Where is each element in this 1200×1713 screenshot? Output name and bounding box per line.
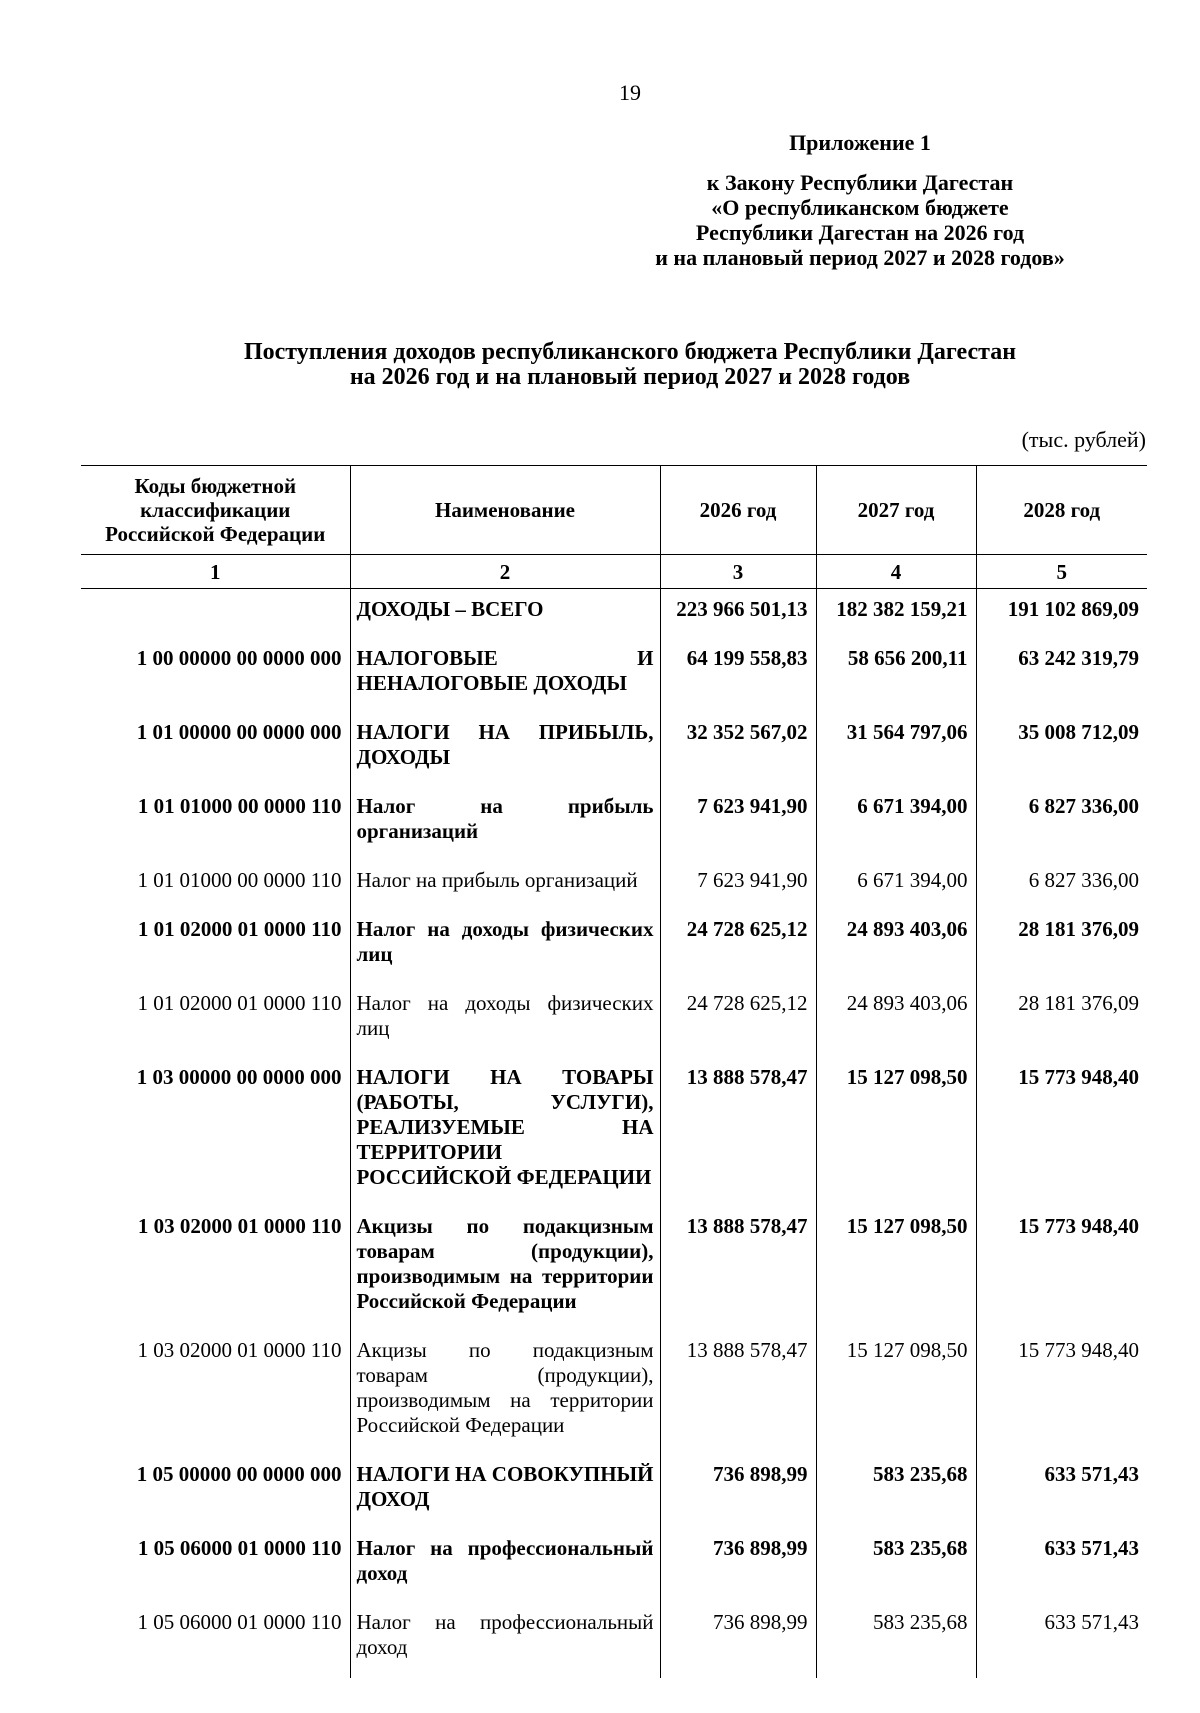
cell-2027: 24 893 403,06 [816,911,976,985]
table-row [81,1604,1147,1678]
table-header-row [81,466,1147,555]
cell-name: ДОХОДЫ – ВСЕГО [350,589,660,641]
table-row [81,589,1147,641]
column-number-row [81,555,1147,589]
cell-name: Налог на профессиональный доход [350,1530,660,1604]
cell-2028: 35 008 712,09 [976,714,1147,788]
cell-2026: 736 898,99 [660,1530,816,1604]
table-row [81,1456,1147,1530]
cell-2026: 13 888 578,47 [660,1208,816,1332]
cell-code: 1 03 02000 01 0000 110 [137,1214,342,1238]
cell-2028: 633 571,43 [976,1604,1147,1678]
cell-code: 1 01 01000 00 0000 110 [137,868,342,892]
document-title [120,340,1140,390]
cell-name: Налог на профессиональный доход [350,1604,660,1678]
annex-line: и на плановый период 2027 и 2028 годов» [655,245,1065,270]
cell-2026: 24 728 625,12 [660,911,816,985]
cell-2026: 7 623 941,90 [660,788,816,862]
column-number: 1 [81,555,350,589]
cell-code: 1 01 01000 00 0000 110 [137,794,342,818]
cell-2026: 736 898,99 [660,1456,816,1530]
cell-code [81,589,350,641]
cell-2028: 15 773 948,40 [976,1208,1147,1332]
cell-name: Налог на доходы физических лиц [350,911,660,985]
cell-2028: 6 827 336,00 [976,862,1147,911]
annex-line: к Закону Республики Дагестан [706,170,1014,195]
cell-2028: 633 571,43 [976,1530,1147,1604]
cell-name: Акцизы по подакцизным товарам (продукции), производимым на территории Российской Федерации [350,1332,660,1456]
cell-code: 1 01 02000 01 0000 110 [137,917,342,941]
table-row [81,1332,1147,1456]
cell-name: Акцизы по подакцизным товарам (продукции), производимым на территории Российской Федерации [350,1208,660,1332]
cell-code: 1 05 00000 00 0000 000 [136,1462,342,1486]
cell-code: 1 00 00000 00 0000 000 [136,646,342,670]
cell-2026: 32 352 567,02 [660,714,816,788]
cell-2028: 28 181 376,09 [976,911,1147,985]
cell-2028: 191 102 869,09 [976,589,1147,641]
cell-name: Налог на прибыль организаций [350,788,660,862]
column-number: 3 [660,555,816,589]
revenue-table [81,465,1147,1678]
table-row [81,714,1147,788]
column-number: 2 [350,555,660,589]
cell-code: 1 05 06000 01 0000 110 [137,1536,342,1560]
column-number: 5 [976,555,1147,589]
table-row [81,1059,1147,1208]
cell-2026: 223 966 501,13 [660,589,816,641]
revenue-table-container [81,465,1147,1678]
document-title-line: на 2026 год и на плановый период 2027 и 2028 годов [349,364,911,390]
cell-code: 1 03 02000 01 0000 110 [137,1338,342,1362]
table-row [81,862,1147,911]
cell-2028: 15 773 948,40 [976,1332,1147,1456]
cell-2027: 6 671 394,00 [816,788,976,862]
cell-2027: 583 235,68 [816,1456,976,1530]
cell-2027: 15 127 098,50 [816,1059,976,1208]
cell-2026: 13 888 578,47 [660,1332,816,1456]
cell-2028: 28 181 376,09 [976,985,1147,1059]
cell-code: 1 01 00000 00 0000 000 [136,720,342,744]
cell-2026: 7 623 941,90 [660,862,816,911]
cell-2028: 6 827 336,00 [976,788,1147,862]
cell-2027: 24 893 403,06 [816,985,976,1059]
cell-name: Налог на доходы физических лиц [350,985,660,1059]
units-label: (тыс. рублей) [1021,427,1146,452]
cell-code: 1 03 00000 00 0000 000 [136,1065,342,1089]
cell-2026: 736 898,99 [660,1604,816,1678]
cell-2026: 13 888 578,47 [660,1059,816,1208]
cell-2026: 64 199 558,83 [660,640,816,714]
cell-2027: 6 671 394,00 [816,862,976,911]
table-row [81,985,1147,1059]
cell-2027: 31 564 797,06 [816,714,976,788]
table-row [81,1208,1147,1332]
cell-2028: 63 242 319,79 [976,640,1147,714]
annex-reference [640,170,1080,270]
header-code: Коды бюджетной классификации Российской Федерации [81,466,350,555]
cell-2028: 633 571,43 [976,1456,1147,1530]
annex-title: Приложение 1 [789,130,931,155]
cell-2027: 58 656 200,11 [816,640,976,714]
cell-name: НАЛОГИ НА СОВОКУПНЫЙ ДОХОД [350,1456,660,1530]
table-row [81,640,1147,714]
annex-line: Республики Дагестан на 2026 год [695,220,1025,245]
cell-2026: 24 728 625,12 [660,985,816,1059]
cell-2027: 15 127 098,50 [816,1332,976,1456]
cell-2027: 15 127 098,50 [816,1208,976,1332]
header-name: Наименование [350,466,660,555]
cell-code: 1 01 02000 01 0000 110 [137,991,342,1015]
cell-2028: 15 773 948,40 [976,1059,1147,1208]
document-title-line: Поступления доходов республиканского бюджета Республики Дагестан [243,339,1017,365]
cell-2027: 583 235,68 [816,1530,976,1604]
cell-2027: 583 235,68 [816,1604,976,1678]
table-row [81,911,1147,985]
cell-2027: 182 382 159,21 [816,589,976,641]
cell-name: НАЛОГОВЫЕ И НЕНАЛОГОВЫЕ ДОХОДЫ [350,640,660,714]
page-number: 19 [619,80,641,105]
cell-name: НАЛОГИ НА ПРИБЫЛЬ, ДОХОДЫ [350,714,660,788]
table-row [81,1530,1147,1604]
header-2026: 2026 год [660,466,816,555]
table-row [81,788,1147,862]
cell-name: Налог на прибыль организаций [350,862,660,911]
header-2028: 2028 год [976,466,1147,555]
annex-line: «О республиканском бюджете [711,195,1009,220]
cell-name: НАЛОГИ НА ТОВАРЫ (РАБОТЫ, УСЛУГИ), РЕАЛИЗУЕМЫЕ НА ТЕРРИТОРИИ РОССИЙСКОЙ ФЕДЕРАЦИИ [350,1059,660,1208]
column-number: 4 [816,555,976,589]
header-2027: 2027 год [816,466,976,555]
cell-code: 1 05 06000 01 0000 110 [137,1610,342,1634]
